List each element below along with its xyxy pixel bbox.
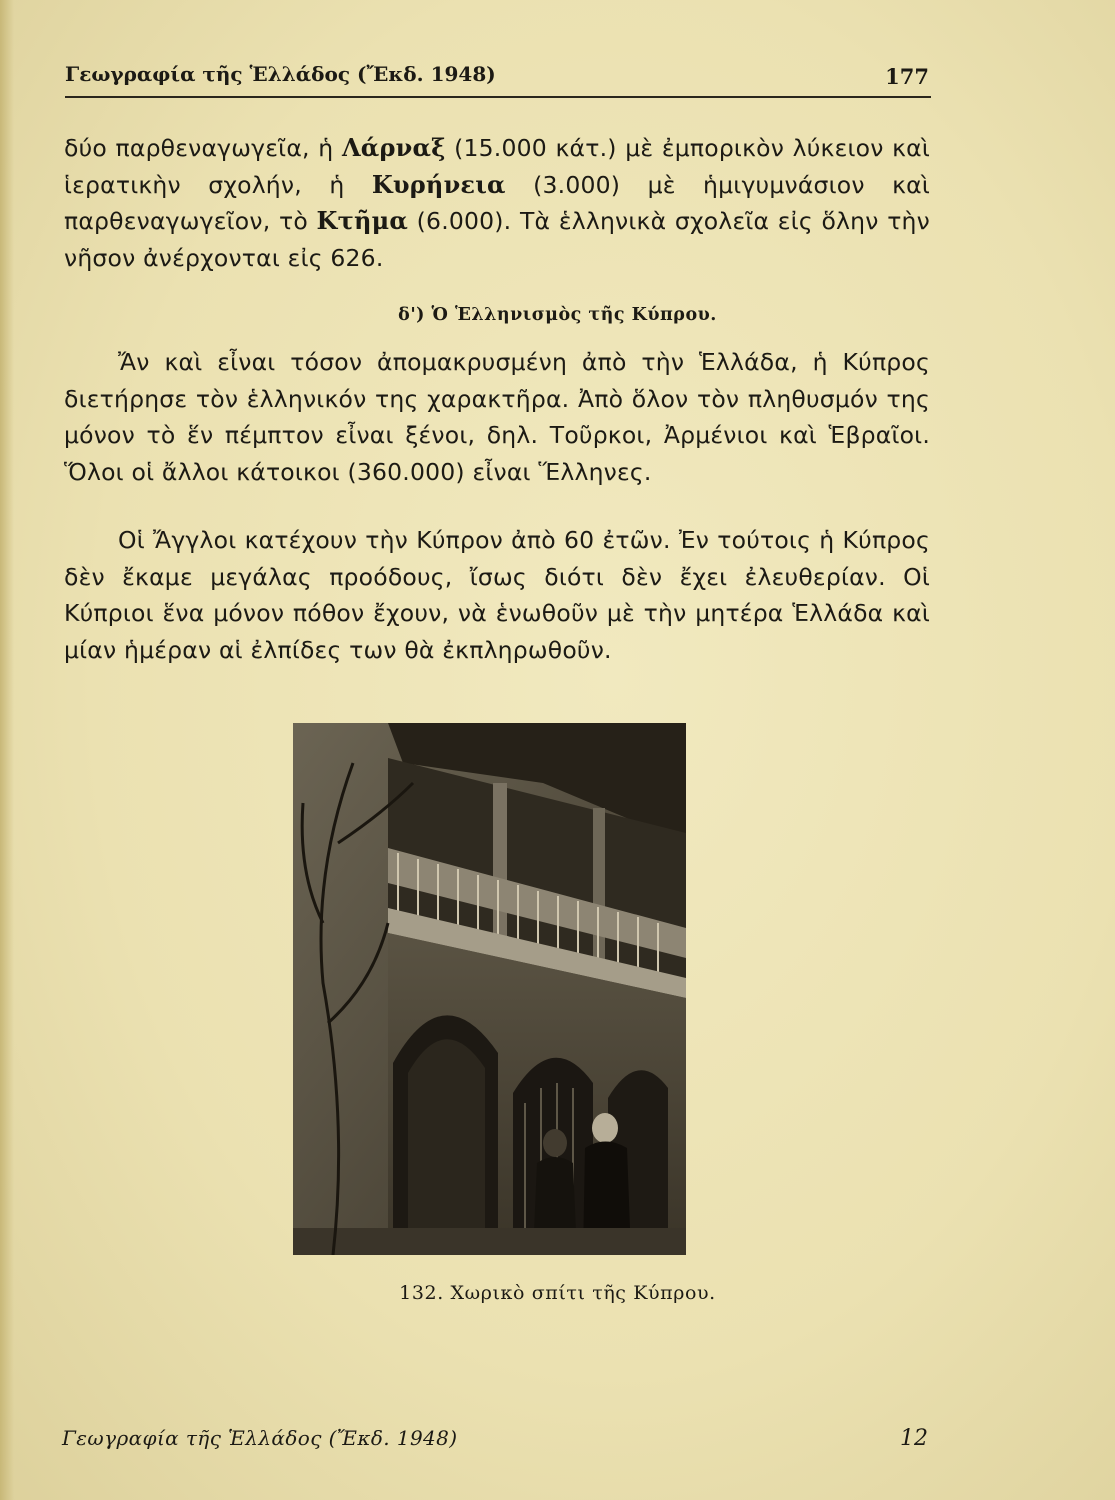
figure-caption: 132. Χωρικὸ σπίτι τῆς Κύπρου. — [399, 1282, 716, 1304]
running-header — [65, 60, 931, 98]
text-run: (3.000) μὲ ἡμιγυμνάσιον καὶ παρθεναγωγεῖον, τὸ — [64, 170, 930, 235]
paragraph-text: Οἱ Ἄγγλοι κατέχουν τὴν Κύπρον ἀπὸ 60 ἐτῶν. Ἐν τούτοις ἡ Κύπρος δὲν ἔκαμε μεγάλας προόδους, ἴσως διότι δὲν ἔχει ἐλευθερίαν. Οἱ Κύπριοι ἕνα μόνον πόθον ἔχουν, νὰ ἑνωθοῦν μὲ τὴν μητέρα Ἑλλάδα καὶ μίαν ἡμέραν αἱ ἐλπίδες των θὰ ἐκπληρωθοῦν. — [64, 526, 930, 664]
paragraph-english-rule — [64, 522, 930, 668]
page-number: 177 — [885, 64, 929, 89]
header-title: Γεωγραφία τῆς Ἑλλάδος (Ἔκδ. 1948) — [65, 62, 496, 86]
text-run: (15.000 κάτ.) μὲ ἐμπορικὸν λύκειον καὶ ἱερατικὴν σχολήν, ἡ — [64, 134, 930, 199]
text-run: (6.000). Τὰ ἑλληνικὰ σχολεῖα εἰς ὅλην τὴν νῆσον ἀνέρχονται εἰς 626. — [64, 207, 930, 272]
place-kyrenia: Κυρήνεια — [371, 169, 506, 199]
place-ktima: Κτῆμα — [316, 206, 409, 235]
paragraph-schools — [64, 130, 930, 276]
paragraph-text: Ἄν καὶ εἶναι τόσον ἀπομακρυσμένη ἀπὸ τὴν Ἑλλάδα, ἡ Κύπρος διετήρησε τὸν ἑλληνικόν της χαρακτῆρα. Ἀπὸ ὅλον τὸν πληθυσμόν της μόνον τὸ ἕν πέμπτον εἶναι ξένοι, δηλ. Τοῦρκοι, Ἀρμένιοι καὶ Ἑβραῖοι. Ὅλοι οἱ ἄλλοι κάτοικοι (360.000) εἶναι Ἕλληνες. — [64, 348, 930, 486]
place-larnax: Λάρναξ — [341, 133, 446, 162]
signature-number: 12 — [900, 1426, 928, 1451]
page-edge-shadow — [0, 0, 14, 1500]
paragraph-hellenism — [64, 344, 930, 490]
text-run: δύο παρθεναγωγεῖα, ἡ — [64, 134, 342, 162]
village-house-photo — [293, 723, 686, 1255]
footer-title: Γεωγραφία τῆς Ἑλλάδος (Ἔκδ. 1948) — [62, 1426, 458, 1450]
section-heading: δ') Ὁ Ἑλληνισμὸς τῆς Κύπρου. — [398, 305, 717, 325]
